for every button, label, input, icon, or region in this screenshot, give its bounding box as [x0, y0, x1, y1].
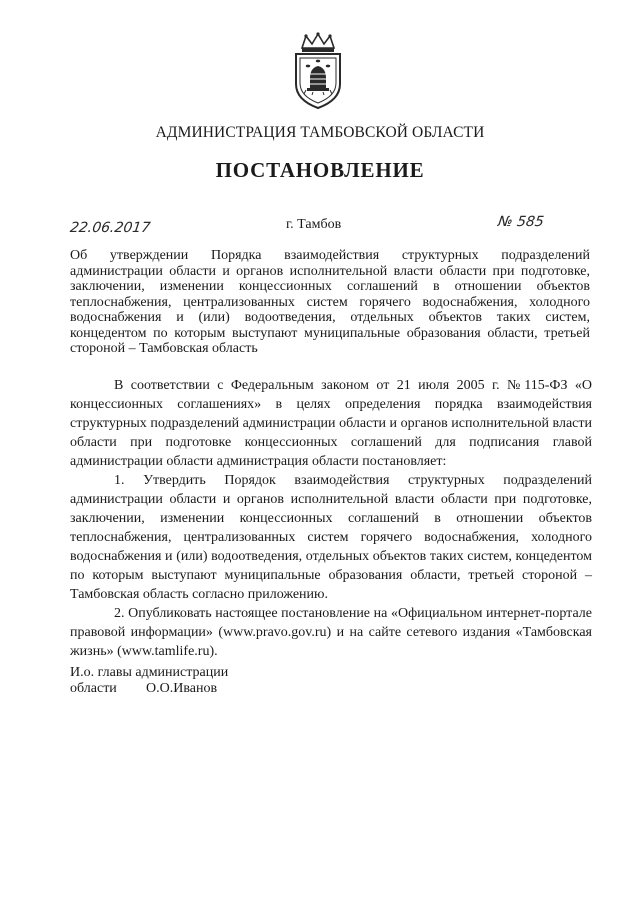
signatory-position-line2: области	[70, 681, 117, 696]
signatory-position-line1: И.о. главы администрации	[70, 665, 229, 680]
signature-block	[70, 665, 370, 697]
body-paragraph: В соответствии с Федеральным законом от 21 июля 2005 г. №115-ФЗ «О концессионных соглашениях» в целях определения порядка взаимодействия структурных подразделений администрации области и органов исполнительной власти области при подготовке концессионных соглашений для подписания главой администрации области администрация области постановляет:	[70, 378, 592, 469]
body-paragraph: 1. Утвердить Порядок взаимодействия структурных подразделений администрации области и органов исполнительной власти области при подготовке, заключении, изменении концессионных соглашений в отношении объектов теплоснабжения, централизованных систем горячего водоснабжения, холодного водоснабжения и (или) водоотведения, отдельных объектов таких систем, концедентом по которым выступают муниципальные образования области, третьей стороной – Тамбовская область согласно приложению.	[70, 473, 592, 602]
tambov-coat-of-arms-icon	[290, 32, 346, 110]
organization-title: АДМИНИСТРАЦИЯ ТАМБОВСКОЙ ОБЛАСТИ	[155, 124, 485, 141]
document-subject: Об утверждении Порядка взаимодействия структурных подразделений администрации области и органов исполнительной власти области при подготовке, заключении, изменении концессионных соглашений в отношении объектов теплоснабжения, централизованных систем горячего водоснабжения, холодного водоснабжения и (или) водоотведения, отдельных объектов таких систем, концедентом по которым выступают муниципальные образования области, третьей стороной – Тамбовская область	[70, 248, 590, 356]
document-city: г. Тамбов	[286, 217, 342, 232]
signatory-name: О.О.Иванов	[146, 681, 218, 696]
document-number: № 585	[496, 214, 545, 230]
document-type-title: ПОСТАНОВЛЕНИЕ	[215, 158, 425, 182]
document-date: 22.06.2017	[68, 220, 152, 236]
document-body	[70, 376, 592, 661]
body-paragraph: 2. Опубликовать настоящее постановление на «Официальном интернет-портале правовой информации» (www.pravo.gov.ru) и на сайте сетевого издания «Тамбовская жизнь» (www.tamlife.ru).	[70, 606, 592, 659]
